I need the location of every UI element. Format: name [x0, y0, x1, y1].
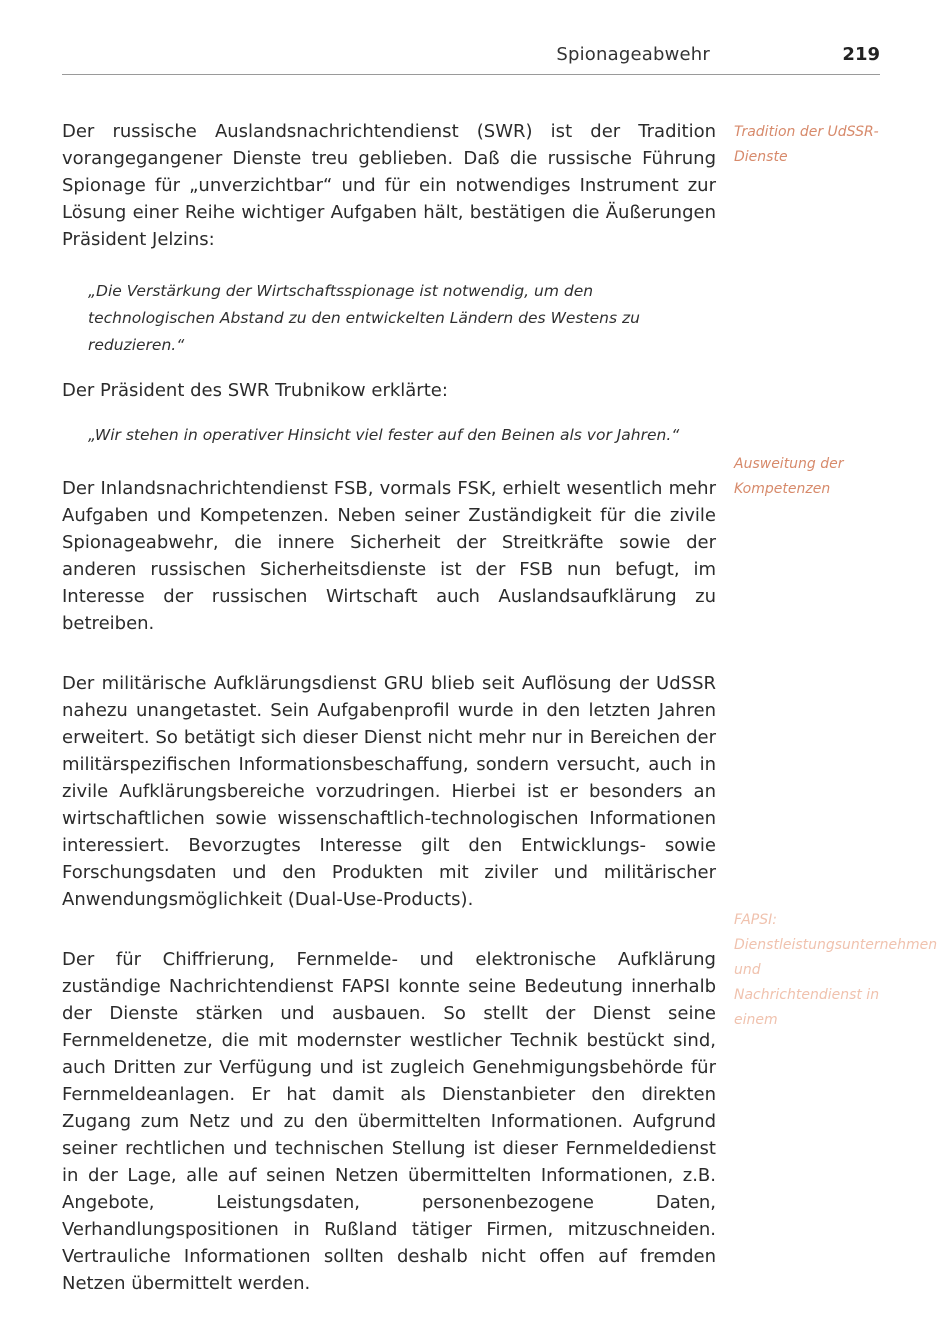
main-text	[62, 118, 716, 1330]
running-title: Spionageabwehr	[556, 44, 710, 65]
paragraph-fapsi: Der für Chiffrierung, Fernmelde- und elektronische Aufklärung zuständige Nachrichtendienst FAPSI konnte seine Bedeutung innerhalb der Dienste stärken und ausbauen. So stellt der Dienst seine Fernmeldenetze, die mit modernster westlicher Technik bestückt sind, auch Dritten zur Verfügung und ist zugleich Genehmigungsbehörde für Fernmeldeanlagen. Er hat damit als Dienstanbieter den direkten Zugang zum Netz und zu den übermittelten Informationen. Aufgrund seiner rechtlichen und technischen Stellung ist dieser Fernmeldedienst in der Lage, alle auf seinen Netzen übermittelten Informationen, z.B. Angebote, Leistungsdaten, personenbezogene Daten, Verhandlungspositionen in Rußland tätiger Firmen, mitzuschneiden. Vertrauliche Informationen sollten deshalb nicht offen auf fremden Netzen übermittelt werden.	[62, 949, 716, 1294]
paragraph-swr: Der russische Auslandsnachrichtendienst (SWR) ist der Tradition vorangegangener Dienste treu geblieben. Daß die russische Führung Spionage für „unverzichtbar“ und für ein notwendiges Instrument zur Lösung einer Reihe wichtiger Aufgaben hält, bestätigen die Äußerungen Präsident Jelzins:	[62, 121, 716, 250]
quote-trubnikow: „Wir stehen in operativer Hinsicht viel fester auf den Beinen als vor Jahren.“	[88, 426, 680, 444]
paragraph-trubnikow: Der Präsident des SWR Trubnikow erklärte:	[62, 380, 448, 401]
margin-note-fapsi: FAPSI: Dienstleistungsunternehmen und Nachrichtendienst in einem	[734, 912, 937, 1028]
header-rule	[62, 74, 880, 75]
quote-jelzin: „Die Verstärkung der Wirtschaftsspionage ist notwendig, um den technologischen Abstand zu den entwickelten Ländern des Westens zu reduzieren.“	[88, 282, 640, 354]
page-number: 219	[842, 44, 880, 65]
paragraph-fsb: Der Inlandsnachrichtendienst FSB, vormals FSK, erhielt wesentlich mehr Aufgaben und Kompetenzen. Neben seiner Zuständigkeit für die zivile Spionageabwehr, die innere Sicherheit der Streitkräfte sowie der anderen russischen Sicherheitsdienste ist der FSB nun befugt, im Interesse der russischen Wirtschaft auch Auslandsaufklärung zu betreiben.	[62, 478, 716, 634]
margin-note-kompetenzen: Ausweitung der Kompetenzen	[734, 456, 844, 497]
paragraph-gru: Der militärische Aufklärungsdienst GRU blieb seit Auflösung der UdSSR nahezu unangetastet. Sein Aufgabenprofil wurde in den letzten Jahren erweitert. So betätigt sich dieser Dienst nicht mehr nur in Bereichen der militärspezifischen Informationsbeschaffung, sondern versucht, auch in zivile Aufklärungsbereiche vorzudringen. Hierbei ist er besonders an wirtschaftlichen sowie wissenschaftlich-technologischen Informationen interessiert. Bevorzugtes Interesse gilt den Entwicklungs- sowie Forschungsdaten und den Produkten mit ziviler und militärischer Anwendungsmöglichkeit (Dual-Use-Products).	[62, 673, 716, 910]
margin-note-tradition: Tradition der UdSSR-Dienste	[734, 124, 879, 165]
page-header	[62, 44, 880, 76]
